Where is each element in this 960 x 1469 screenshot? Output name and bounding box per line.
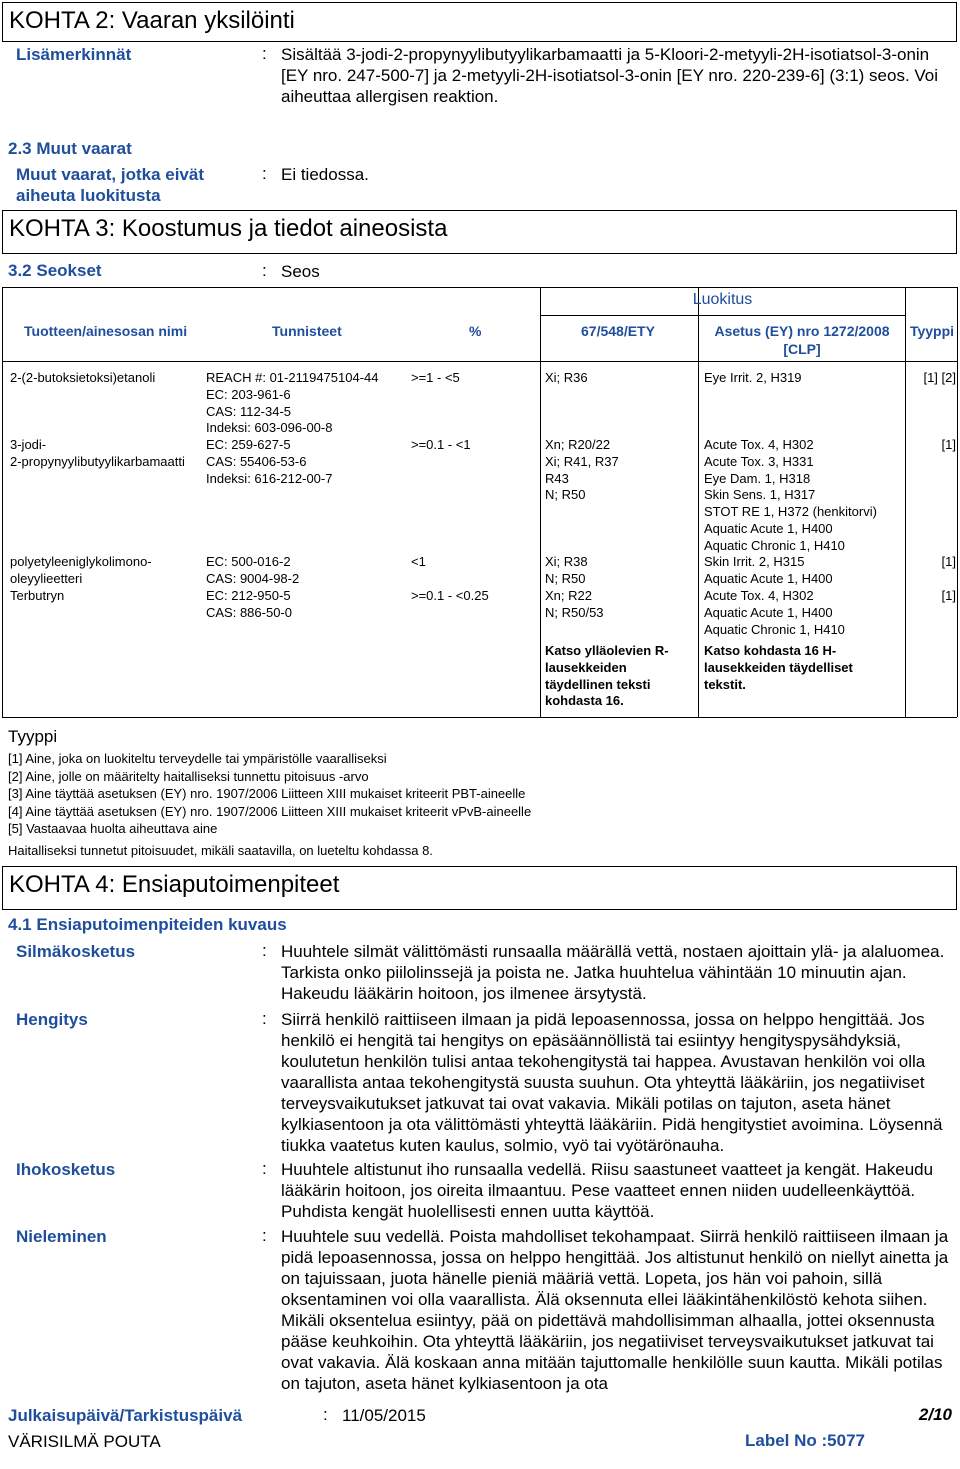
label-number: Label No :5077 — [745, 1431, 865, 1450]
type-note: [4] Aine täyttää asetuksen (EY) nro. 1907/2006 Liitteen XIII mukaiset kriteerit vPvB-aineelle — [8, 803, 532, 819]
table-cell-dsd: Xi; R38 N; R50 — [545, 554, 588, 586]
type-heading: Tyyppi — [8, 727, 58, 746]
issue-date-label: Julkaisupäivä/Tarkistuspäivä — [8, 1406, 243, 1425]
section-4-header — [2, 866, 957, 910]
mixture-value: Seos — [281, 262, 320, 281]
page-number: 2/10 — [918, 1405, 952, 1424]
table-cell-dsd: Xi; R36 — [545, 370, 588, 385]
colon: : — [262, 164, 267, 183]
table-cell-name: 3-jodi- 2-propynyylibutyylikarbamaatti — [10, 437, 185, 469]
col-header-percent: % — [469, 323, 482, 339]
eye-contact-label: Silmäkosketus — [16, 942, 136, 961]
inhalation-text: Siirrä henkilö raittiiseen ilmaan ja pidä lepoasennossa, jossa on helppo hengittää. Jos henkilö ei hengitä tai hengitys on epäsäännöllistä tai esiintyy hengityspysähdyksiä, koulutetun henkilön tulisi antaa tekohengitystä tai happea. Avustavan henkilön voi olla vaarallista antaa tekohengitystä suusta suuhun. Ota yhteyttä lääkäriin, jos negatiiviset terveysvaikutukset jatkuvat tai ovat vakavia. Mikäli potilas on tajuton, aseta hänet kylkiasentoon ja ota välittömästi yhteyttä lääkäriin. Pidä hengitystiet avoimina. Löysennä tiukka vaatetus kuten kaulus, solmio, vyö tai vyötärönauha. — [281, 1010, 943, 1155]
table-cell-identifiers: EC: 212-950-5 CAS: 886-50-0 — [206, 588, 292, 620]
other-hazards-value: Ei tiedossa. — [281, 165, 369, 184]
inhalation-label: Hengitys — [16, 1010, 88, 1029]
table-cell-dsd: Xn; R20/22 Xi; R41, R37 R43 N; R50 — [545, 437, 619, 503]
table-cell-clp: Skin Irrit. 2, H315 Aquatic Acute 1, H400 — [704, 554, 833, 586]
table-cell-identifiers: EC: 259-627-5 CAS: 55406-53-6 Indeksi: 616-212-00-7 — [206, 437, 333, 486]
issue-date-value: 11/05/2015 — [342, 1406, 426, 1425]
ingestion-text: Huuhtele suu vedellä. Poista mahdolliset tekohampaat. Siirrä henkilö raittiiseen ilmaan ja pidä lepoasennossa, jossa on helppo hengittää. Jos altistunut henkilö on niellyt ainetta ja on tajuissaan, juota hänelle pieniä määriä vettä. Lopeta, jos hän voi pahoin, sillä oksentaminen voi olla vaarallista. Älä oksennuta ellei lääkintähenkilöstö kehota siihen. Mikäli oksentelua esiintyy, pää on pidettävä mahdollisimman alhaalla, jottei oksennusta pääse keuhkoihin. Ota yhteyttä lääkäriin, jos negatiiviset terveysvaikutukset jatkuvat tai ovat vakavia. Älä koskaan anna mitään tajuttomalle henkilölle suun kautta. Mikäli potilas on tajuton, aseta hänet kylkiasentoon ja ota — [281, 1227, 949, 1393]
colon: : — [323, 1405, 328, 1424]
type-note: [1] Aine, joka on luokiteltu terveydelle tai ympäristölle vaaralliseksi — [8, 751, 387, 766]
colon: : — [262, 1009, 267, 1028]
subsection-3-2: 3.2 Seokset — [8, 261, 102, 280]
table-cell-clp: Eye Irrit. 2, H319 — [704, 370, 802, 385]
colon: : — [262, 941, 267, 960]
additional-info-text: Sisältää 3-jodi-2-propynyylibutyylikarbamaatti ja 5-Kloori-2-metyyli-2H-isotiatsol-3-onin [EY nro. 247-500-7] ja 2-metyyli-2H-isotiatsol-3-onin [EY nro. 220-239-6] (3:1) seos. Voi aiheuttaa allergisen reaktion. — [281, 45, 939, 106]
table-cell-name: polyetyleeniglykolimono- oleyylieetteri — [10, 554, 152, 586]
table-cell-percent: <1 — [411, 554, 426, 569]
additional-info-label: Lisämerkinnät — [16, 45, 132, 64]
section-2-header — [2, 2, 957, 42]
table-cell-clp: Acute Tox. 4, H302 Acute Tox. 3, H331 Eye Dam. 1, H318 Skin Sens. 1, H317 STOT RE 1, H372 (henkitorvi) Aquatic Acute 1, H400 Aquatic Chronic 1, H410 — [704, 437, 877, 553]
product-name: VÄRISILMÄ POUTA — [8, 1432, 161, 1451]
other-hazards-label: Muut vaarat, jotka eivät aiheuta luokitusta — [16, 165, 205, 205]
col-header-identifiers: Tunnisteet — [272, 323, 342, 339]
section-3-header — [2, 210, 957, 254]
table-cell-identifiers: EC: 500-016-2 CAS: 9004-98-2 — [206, 554, 300, 586]
table-cell-clp: Acute Tox. 4, H302 Aquatic Acute 1, H400 Aquatic Chronic 1, H410 — [704, 588, 845, 637]
eye-contact-text: Huuhtele silmät välittömästi runsaalla määrällä vettä, nostaen ajoittain ylä- ja alaluomea. Tarkista onko piilolinssejä ja poista ne. Jatka huuhtelua vähintään 10 minuutin ajan. Hakeudu lääkärin hoitoon, jos ilmenee ärsytystä. — [281, 942, 945, 1003]
col-header-name: Tuotteen/ainesosan nimi — [24, 323, 188, 339]
type-note: [2] Aine, jolle on määritelty haitalliseksi tunnettu pitoisuus -arvo — [8, 768, 369, 784]
col-header-type: Tyyppi — [909, 323, 955, 339]
clp-footnote: Katso kohdasta 16 H-lausekkeiden täydelliset tekstit. — [704, 643, 853, 692]
table-cell-type: [1] [2] — [923, 370, 956, 385]
subsection-2-3: 2.3 Muut vaarat — [8, 139, 132, 158]
table-cell-type: [1] — [941, 554, 956, 569]
section-2-title: KOHTA 2: Vaaran yksilöinti — [9, 7, 295, 34]
type-notes — [8, 750, 908, 838]
section-4-title: KOHTA 4: Ensiaputoimenpiteet — [9, 871, 340, 898]
table-cell-type: [1] — [941, 437, 956, 452]
col-header-dsd: 67/548/ETY — [581, 323, 655, 339]
table-cell-name: 2-(2-butoksietoksi)etanoli — [10, 370, 156, 385]
table-cell-dsd: Xn; R22 N; R50/53 — [545, 588, 604, 620]
table-cell-percent: >=1 - <5 — [411, 370, 460, 385]
table-cell-percent: >=0.1 - <0.25 — [411, 588, 489, 603]
type-note: [5] Vastaavaa huolta aiheuttava aine — [8, 821, 218, 836]
col-header-clp: Asetus (EY) nro 1272/2008 [CLP] — [714, 323, 890, 357]
table-cell-percent: >=0.1 - <1 — [411, 437, 471, 452]
colon: : — [262, 261, 267, 280]
skin-contact-label: Ihokosketus — [16, 1160, 116, 1179]
table-cell-type: [1] — [941, 588, 956, 603]
colon: : — [262, 1226, 267, 1245]
footer — [0, 1400, 960, 1469]
table-cell-identifiers: REACH #: 01-2119475104-44 EC: 203-961-6 CAS: 112-34-5 Indeksi: 603-096-00-8 — [206, 370, 379, 436]
dsd-footnote: Katso ylläolevien R-lausekkeiden täydellinen teksti kohdasta 16. — [545, 643, 669, 709]
section-3-title: KOHTA 3: Koostumus ja tiedot aineosista — [9, 215, 448, 242]
skin-contact-text: Huuhtele altistunut iho runsaalla vedellä. Riisu saastuneet vaatteet ja kengät. Hakeudu lääkärin hoitoon, jos oireita ilmaantuu. Pese vaatteet ennen niiden uudelleenkäyttöä. Puhdista kengät huolellisesti ennen uutta käyttöä. — [281, 1160, 934, 1221]
classification-heading: Luokitus — [692, 291, 753, 308]
exposure-limits-note: Haitalliseksi tunnetut pitoisuudet, mikäli saatavilla, on lueteltu kohdassa 8. — [8, 843, 433, 858]
subsection-4-1: 4.1 Ensiaputoimenpiteiden kuvaus — [8, 915, 287, 934]
ingestion-label: Nieleminen — [16, 1227, 107, 1246]
colon: : — [262, 44, 267, 63]
table-cell-name: Terbutryn — [10, 588, 65, 603]
type-note: [3] Aine täyttää asetuksen (EY) nro. 1907/2006 Liitteen XIII mukaiset kriteerit PBT-aineelle — [8, 786, 526, 801]
colon: : — [262, 1159, 267, 1178]
